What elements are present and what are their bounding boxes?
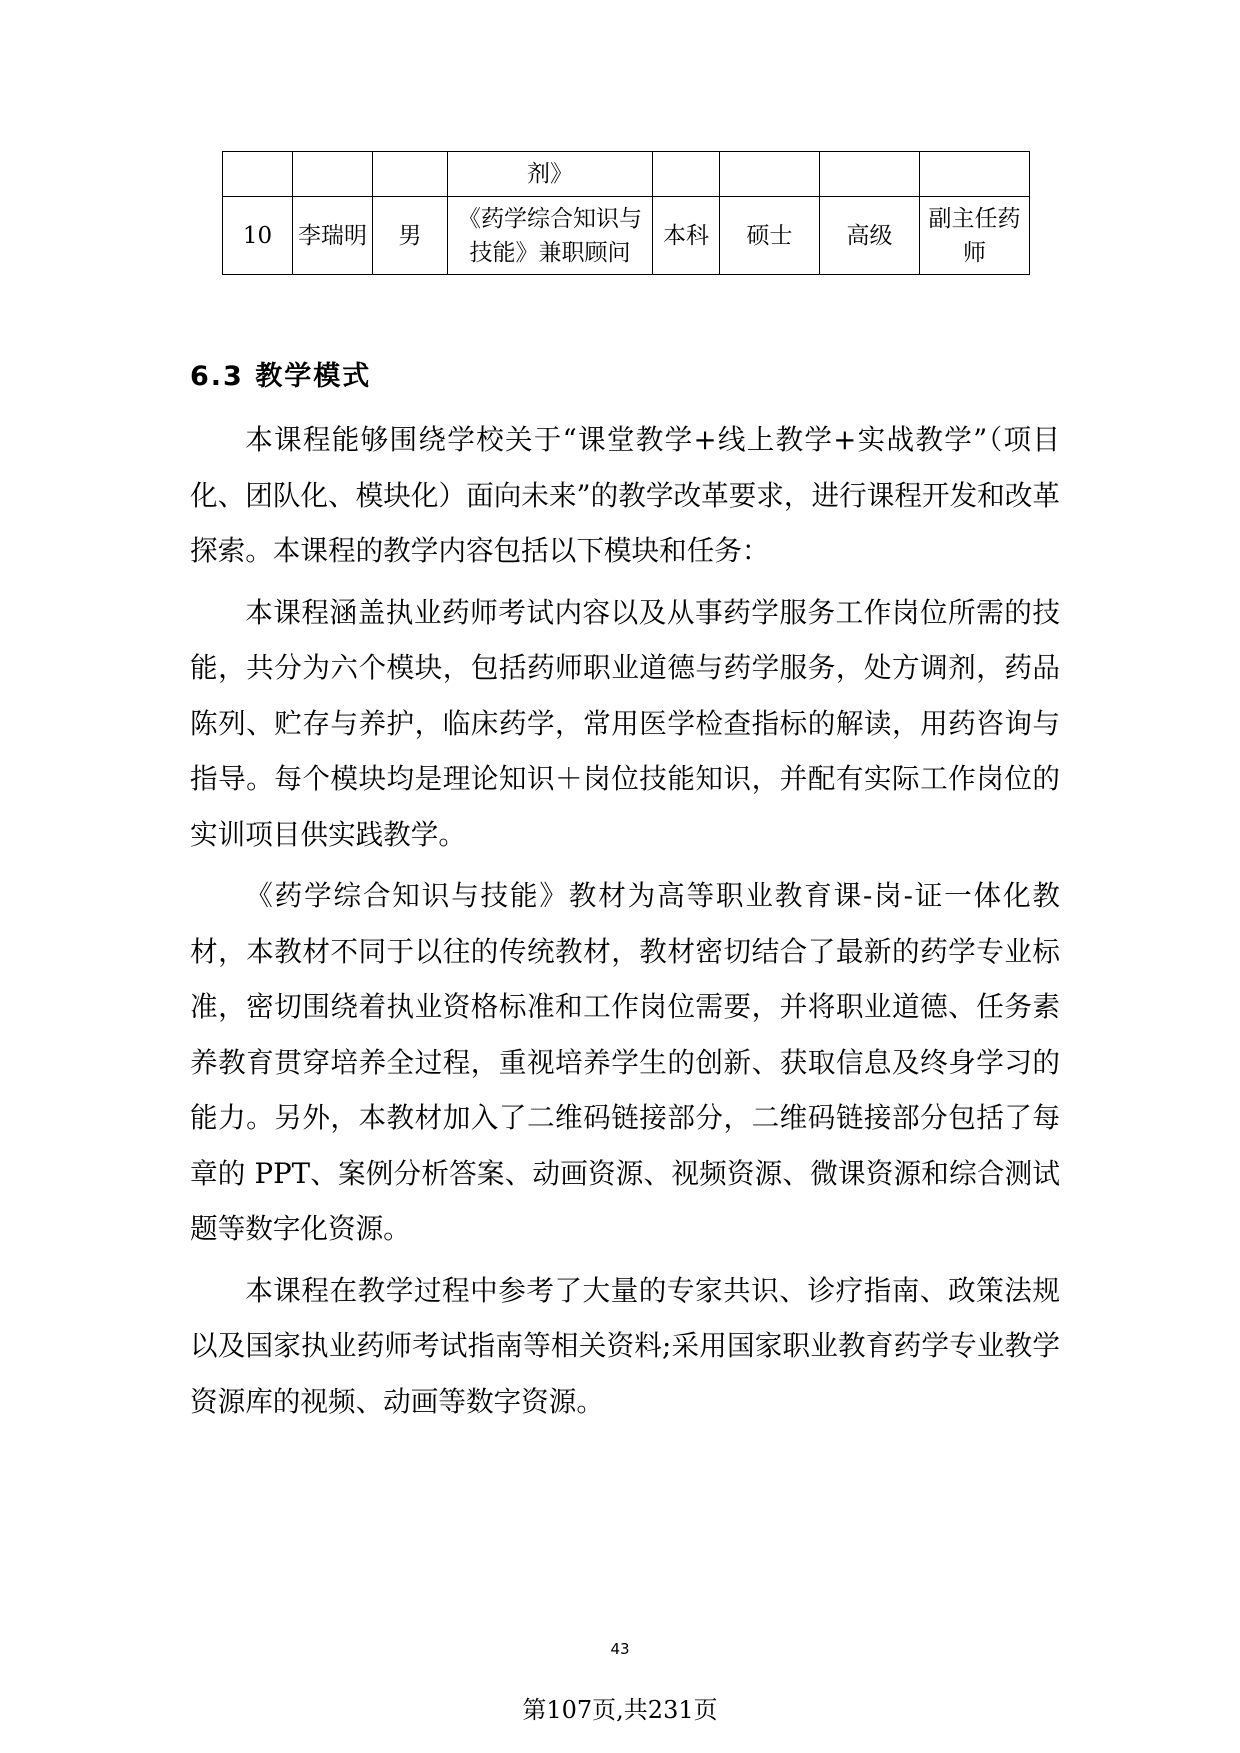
section-heading: 6.3 教学模式 (190, 361, 372, 392)
table-cell (720, 152, 820, 197)
table-row (223, 152, 1030, 197)
paragraph: 本课程涵盖执业药师考试内容以及从事药学服务工作岗位所需的技能，共分为六个模块，包括药师职业道德与药学服务，处方调剂，药品陈列、贮存与养护，临床药学，常用医学检查指标的解读，用药咨询与指导。每个模块均是理论知识＋岗位技能知识，并配有实际工作岗位的实训项目供实践教学。 (190, 595, 1060, 851)
table-cell (653, 152, 720, 197)
table-row (223, 197, 1030, 275)
table-cell: 高级 (820, 197, 920, 275)
page-footer: 第107页,共231页 (522, 1696, 718, 1724)
table-cell: 男 (373, 197, 448, 275)
table-cell: 硕士 (720, 197, 820, 275)
table-cell: 李瑞明 (293, 197, 373, 275)
table-cell: 本科 (653, 197, 720, 275)
table-cell (920, 152, 1030, 197)
table-cell (293, 152, 373, 197)
paragraph: 本课程在教学过程中参考了大量的专家共识、诊疗指南、政策法规以及国家执业药师考试指南等相关资料;采用国家职业教育药学专业教学资源库的视频、动画等数字资源。 (190, 1273, 1060, 1418)
table-cell: 《药学综合知识与技能》兼职顾问 (448, 197, 653, 275)
table-cell (223, 152, 293, 197)
table-cell: 10 (223, 197, 293, 275)
page-number: 43 (610, 1640, 630, 1658)
staff-table (222, 151, 1030, 275)
paragraph: 《药学综合知识与技能》教材为高等职业教育课-岗-证一体化教材，本教材不同于以往的传统教材，教材密切结合了最新的药学专业标准，密切围绕着执业资格标准和工作岗位需要，并将职业道德、任务素养教育贯穿培养全过程，重视培养学生的创新、获取信息及终身学习的能力。另外，本教材加入了二维码链接部分，二维码链接部分包括了每章的 PPT、案例分析答案、动画资源、视频资源、微课资源和综合测试题等数字化资源。 (190, 879, 1060, 1245)
table-cell (820, 152, 920, 197)
paragraph: 本课程能够围绕学校关于“课堂教学+线上教学+实战教学”（项目化、团队化、模块化）面向未来”的教学改革要求，进行课程开发和改革探索。本课程的教学内容包括以下模块和任务： (190, 423, 1060, 567)
table-cell (373, 152, 448, 197)
table-cell: 副主任药师 (920, 197, 1030, 275)
section-body (190, 412, 1060, 1435)
table-cell: 剂》 (448, 152, 653, 197)
